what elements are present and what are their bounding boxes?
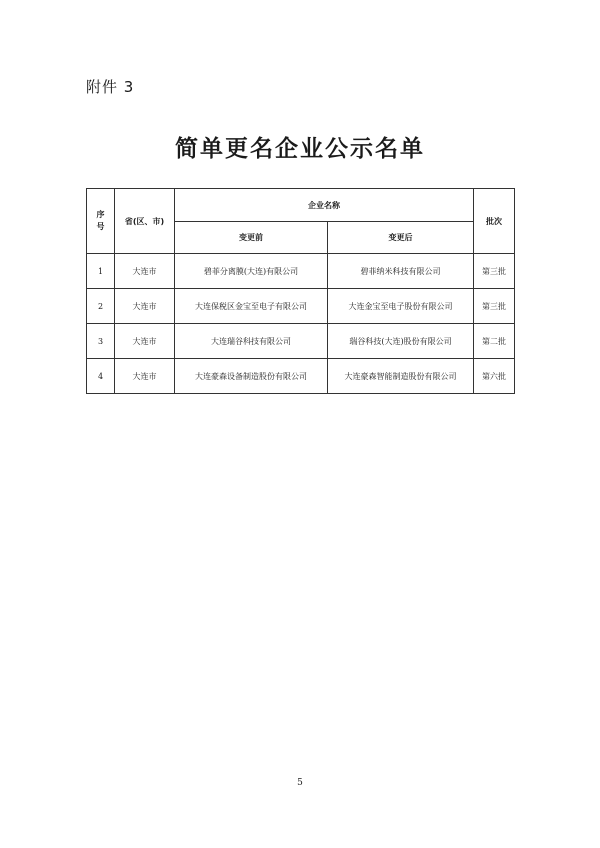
cell-before: 碧菲分离膜(大连)有限公司 bbox=[175, 254, 328, 289]
cell-seq: 4 bbox=[87, 359, 115, 394]
cell-before: 大连瑞谷科技有限公司 bbox=[175, 324, 328, 359]
rename-table bbox=[86, 188, 515, 394]
header-company-name: 企业名称 bbox=[175, 189, 474, 222]
page-title: 简单更名企业公示名单 bbox=[175, 135, 425, 162]
header-province: 省(区、市) bbox=[115, 189, 175, 254]
cell-region: 大连市 bbox=[115, 324, 175, 359]
cell-region: 大连市 bbox=[115, 359, 175, 394]
cell-batch: 第三批 bbox=[474, 289, 515, 324]
header-seq bbox=[87, 189, 115, 254]
table-row bbox=[87, 324, 515, 359]
cell-seq: 1 bbox=[87, 254, 115, 289]
cell-batch: 第六批 bbox=[474, 359, 515, 394]
cell-seq: 3 bbox=[87, 324, 115, 359]
cell-after: 大连豪森智能制造股份有限公司 bbox=[328, 359, 474, 394]
header-seq-line1: 序 bbox=[96, 210, 105, 219]
cell-batch: 第二批 bbox=[474, 324, 515, 359]
header-batch: 批次 bbox=[474, 189, 515, 254]
cell-region: 大连市 bbox=[115, 254, 175, 289]
attachment-label: 附件 3 bbox=[86, 78, 135, 96]
table-row bbox=[87, 359, 515, 394]
table-row bbox=[87, 289, 515, 324]
table-row bbox=[87, 254, 515, 289]
header-seq-line2: 号 bbox=[96, 222, 105, 231]
header-before: 变更前 bbox=[175, 222, 328, 254]
cell-after: 碧菲纳米科技有限公司 bbox=[328, 254, 474, 289]
cell-after: 大连金宝至电子股份有限公司 bbox=[328, 289, 474, 324]
header-after: 变更后 bbox=[328, 222, 474, 254]
cell-before: 大连豪森设备制造股份有限公司 bbox=[175, 359, 328, 394]
cell-batch: 第三批 bbox=[474, 254, 515, 289]
cell-region: 大连市 bbox=[115, 289, 175, 324]
cell-after: 瑞谷科技(大连)股份有限公司 bbox=[328, 324, 474, 359]
page-number: 5 bbox=[297, 778, 303, 788]
cell-seq: 2 bbox=[87, 289, 115, 324]
cell-before: 大连保税区金宝至电子有限公司 bbox=[175, 289, 328, 324]
